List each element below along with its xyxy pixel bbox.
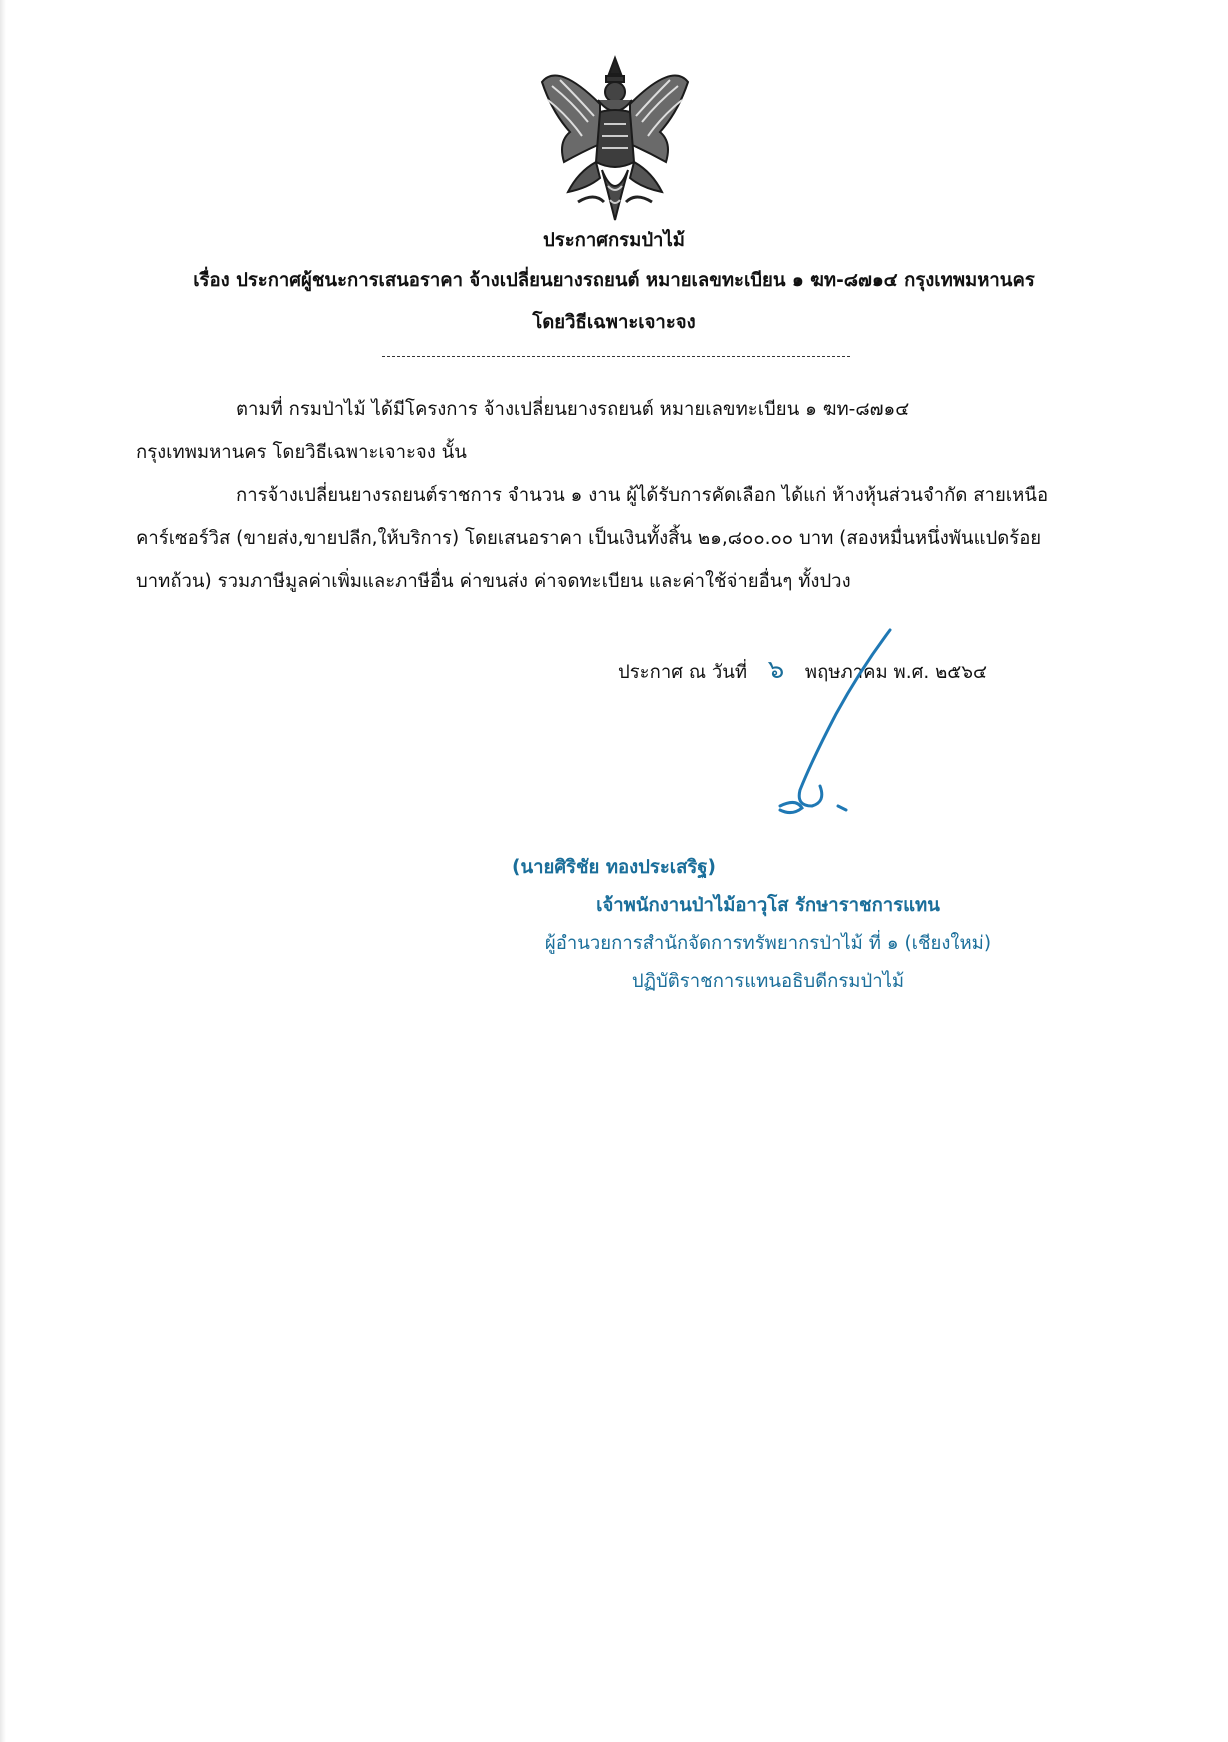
date-day: ๖ xyxy=(767,655,785,685)
paragraph-2-line-3: บาทถ้วน) รวมภาษีมูลค่าเพิ่มและภาษีอื่น ค่าขนส่ง ค่าจดทะเบียน และค่าใช้จ่ายอื่นๆ ทั้งปวง xyxy=(136,571,851,592)
signer-position-2: ผู้อำนวยการสำนักจัดการทรัพยากรป่าไม้ ที่ ๑ (เชียงใหม่) xyxy=(544,933,992,954)
signer-position-1: เจ้าพนักงานป่าไม้อาวุโส รักษาราชการแทน xyxy=(596,895,940,916)
garuda-emblem-icon xyxy=(538,52,692,224)
announcement-title: ประกาศกรมป่าไม้ xyxy=(543,230,685,251)
signer-name: (นายศิริชัย ทองประเสริฐ) xyxy=(511,857,716,878)
subject-line-2: โดยวิธีเฉพาะเจาะจง xyxy=(532,312,696,333)
signature-icon xyxy=(740,610,920,830)
dashed-divider xyxy=(382,356,850,357)
date-suffix: พฤษภาคม พ.ศ. ๒๕๖๔ xyxy=(804,662,988,683)
date-prefix: ประกาศ ณ วันที่ xyxy=(618,662,748,683)
signer-position-3: ปฏิบัติราชการแทนอธิบดีกรมป่าไม้ xyxy=(631,971,905,992)
subject-line-1: เรื่อง ประกาศผู้ชนะการเสนอราคา จ้างเปลี่ยนยางรถยนต์ หมายเลขทะเบียน ๑ ฆท-๘๗๑๔ กรุงเทพมหานคร xyxy=(193,270,1035,291)
paragraph-2-line-1: การจ้างเปลี่ยนยางรถยนต์ราชการ จำนวน ๑ งาน ผู้ได้รับการคัดเลือก ได้แก่ ห้างหุ้นส่วนจำกัด สายเหนือ xyxy=(236,485,1049,506)
paragraph-2-line-2: คาร์เซอร์วิส (ขายส่ง,ขายปลีก,ให้บริการ) โดยเสนอราคา เป็นเงินทั้งสิ้น ๒๑,๘๐๐.๐๐ บาท (สองหมื่นหนึ่งพันแปดร้อย xyxy=(136,528,1042,549)
paragraph-1-line-1: ตามที่ กรมป่าไม้ ได้มีโครงการ จ้างเปลี่ยนยางรถยนต์ หมายเลขทะเบียน ๑ ฆท-๘๗๑๔ xyxy=(236,399,910,420)
paragraph-1-line-2: กรุงเทพมหานคร โดยวิธีเฉพาะเจาะจง นั้น xyxy=(136,442,467,463)
